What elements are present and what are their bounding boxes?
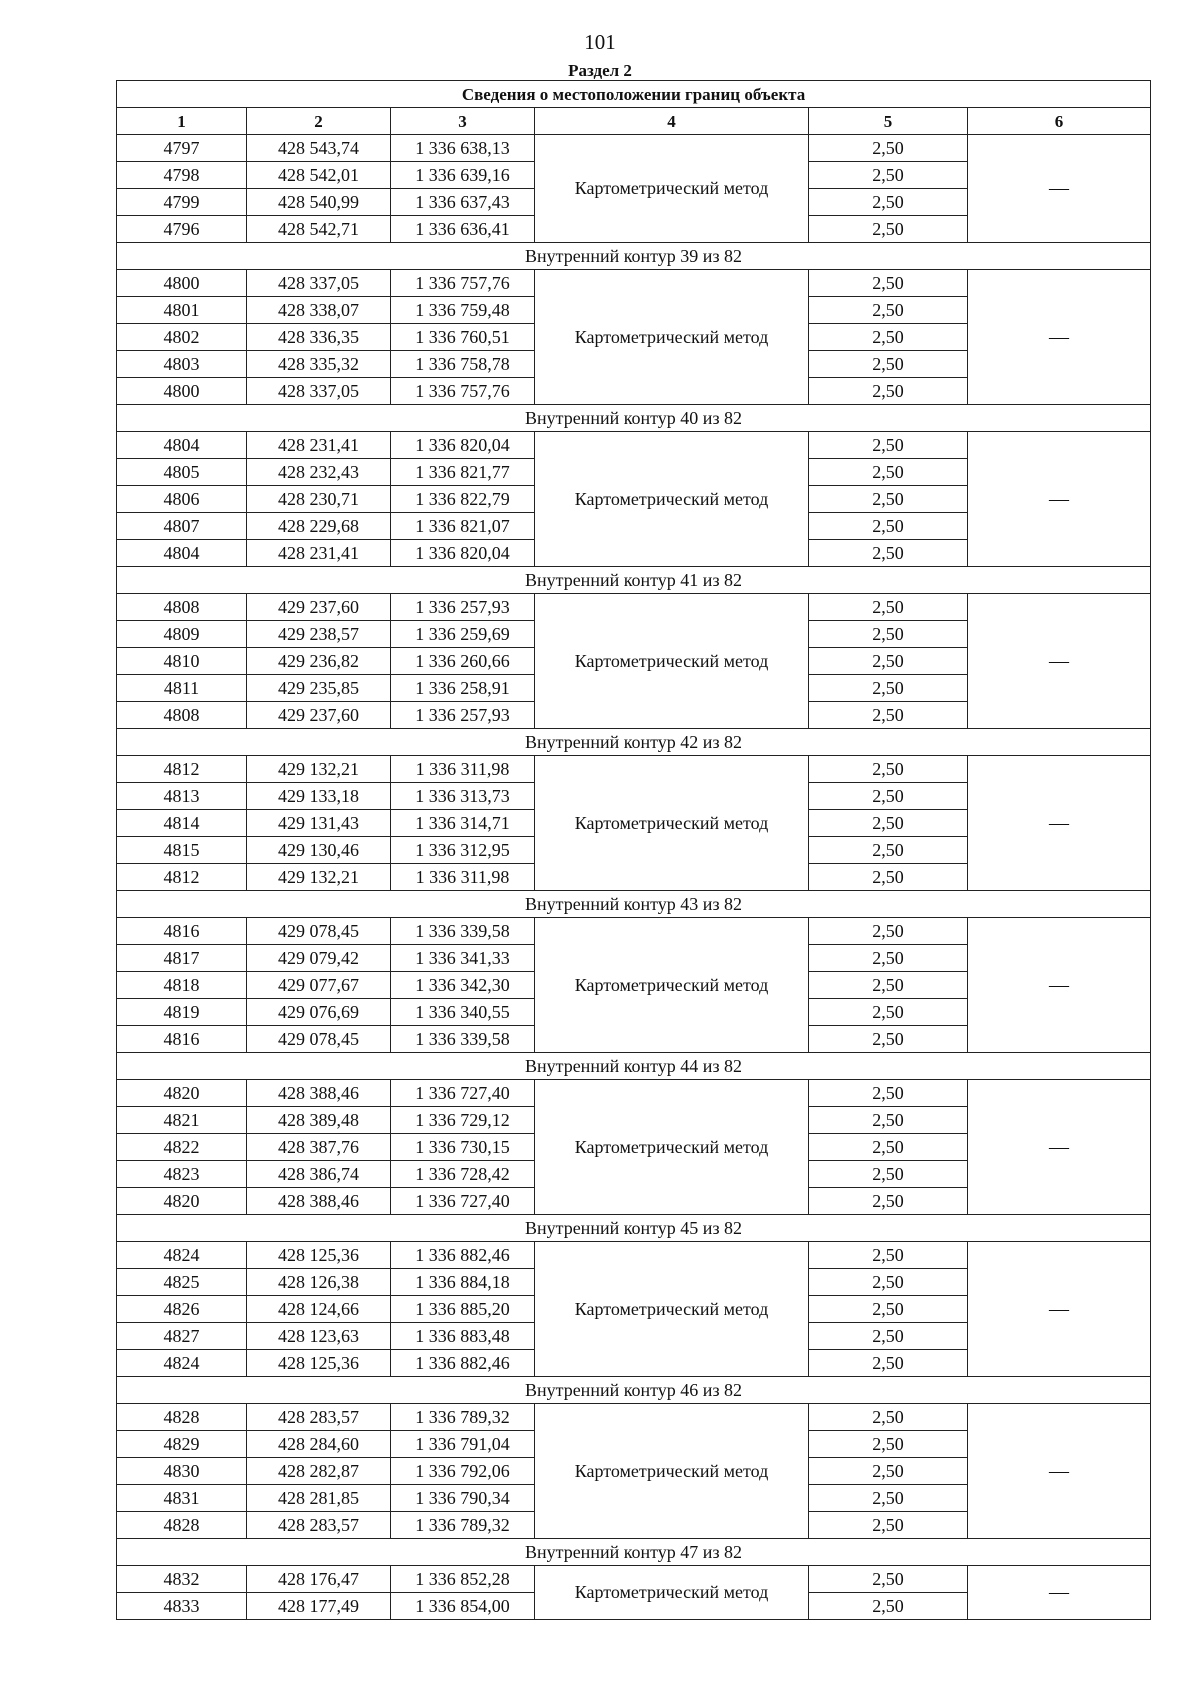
point-number: 4822 (117, 1134, 247, 1161)
point-number: 4827 (117, 1323, 247, 1350)
coordinate-y: 1 336 882,46 (391, 1242, 535, 1269)
point-number: 4824 (117, 1242, 247, 1269)
coordinate-x: 428 387,76 (247, 1134, 391, 1161)
column-header: 2 (247, 108, 391, 135)
method-cell: Картометрический метод (535, 756, 809, 891)
dash-cell: — (968, 135, 1151, 243)
accuracy-value: 2,50 (809, 1512, 968, 1539)
point-number: 4832 (117, 1566, 247, 1593)
accuracy-value: 2,50 (809, 999, 968, 1026)
accuracy-value: 2,50 (809, 594, 968, 621)
coordinate-y: 1 336 730,15 (391, 1134, 535, 1161)
coordinate-x: 429 132,21 (247, 864, 391, 891)
coordinate-x: 429 076,69 (247, 999, 391, 1026)
accuracy-value: 2,50 (809, 864, 968, 891)
method-cell: Картометрический метод (535, 135, 809, 243)
coordinate-y: 1 336 312,95 (391, 837, 535, 864)
method-cell: Картометрический метод (535, 1566, 809, 1620)
accuracy-value: 2,50 (809, 783, 968, 810)
coordinate-x: 429 131,43 (247, 810, 391, 837)
table-row (117, 756, 1151, 783)
page-number: 101 (584, 30, 616, 54)
accuracy-value: 2,50 (809, 1188, 968, 1215)
method-cell: Картометрический метод (535, 594, 809, 729)
coordinate-x: 428 386,74 (247, 1161, 391, 1188)
coordinate-x: 428 337,05 (247, 378, 391, 405)
accuracy-value: 2,50 (809, 918, 968, 945)
contour-header-row (117, 1377, 1151, 1404)
accuracy-value: 2,50 (809, 135, 968, 162)
column-header: 5 (809, 108, 968, 135)
coordinate-y: 1 336 760,51 (391, 324, 535, 351)
table-row (117, 432, 1151, 459)
coordinate-x: 429 078,45 (247, 918, 391, 945)
section-title: Раздел 2 (568, 61, 632, 80)
contour-label: Внутренний контур 44 из 82 (117, 1053, 1151, 1080)
dash-cell: — (968, 594, 1151, 729)
point-number: 4820 (117, 1080, 247, 1107)
coordinate-y: 1 336 758,78 (391, 351, 535, 378)
coordinate-y: 1 336 789,32 (391, 1404, 535, 1431)
point-number: 4817 (117, 945, 247, 972)
coordinate-y: 1 336 882,46 (391, 1350, 535, 1377)
accuracy-value: 2,50 (809, 486, 968, 513)
method-cell: Картометрический метод (535, 1404, 809, 1539)
coordinate-x: 429 237,60 (247, 594, 391, 621)
coordinate-y: 1 336 311,98 (391, 756, 535, 783)
accuracy-value: 2,50 (809, 702, 968, 729)
coordinate-x: 428 126,38 (247, 1269, 391, 1296)
accuracy-value: 2,50 (809, 1026, 968, 1053)
dash-cell: — (968, 1242, 1151, 1377)
point-number: 4797 (117, 135, 247, 162)
method-cell: Картометрический метод (535, 432, 809, 567)
coordinate-y: 1 336 258,91 (391, 675, 535, 702)
coordinate-x: 429 133,18 (247, 783, 391, 810)
coordinate-y: 1 336 342,30 (391, 972, 535, 999)
coordinate-y: 1 336 259,69 (391, 621, 535, 648)
coordinate-x: 428 283,57 (247, 1404, 391, 1431)
contour-label: Внутренний контур 41 из 82 (117, 567, 1151, 594)
contour-header-row (117, 1539, 1151, 1566)
table-row (117, 1242, 1151, 1269)
coordinate-x: 428 123,63 (247, 1323, 391, 1350)
coordinate-x: 429 078,45 (247, 1026, 391, 1053)
coordinate-y: 1 336 852,28 (391, 1566, 535, 1593)
point-number: 4812 (117, 756, 247, 783)
accuracy-value: 2,50 (809, 378, 968, 405)
accuracy-value: 2,50 (809, 1323, 968, 1350)
contour-header-row (117, 567, 1151, 594)
accuracy-value: 2,50 (809, 1566, 968, 1593)
method-cell: Картометрический метод (535, 1242, 809, 1377)
accuracy-value: 2,50 (809, 459, 968, 486)
column-header: 6 (968, 108, 1151, 135)
coordinate-x: 429 238,57 (247, 621, 391, 648)
point-number: 4802 (117, 324, 247, 351)
point-number: 4805 (117, 459, 247, 486)
contour-label: Внутренний контур 43 из 82 (117, 891, 1151, 918)
coordinate-y: 1 336 727,40 (391, 1080, 535, 1107)
table-row (117, 270, 1151, 297)
coordinate-y: 1 336 821,77 (391, 459, 535, 486)
table-row (117, 594, 1151, 621)
column-header-row (117, 108, 1151, 135)
coordinate-x: 428 284,60 (247, 1431, 391, 1458)
coordinate-y: 1 336 789,32 (391, 1512, 535, 1539)
coordinate-y: 1 336 257,93 (391, 702, 535, 729)
point-number: 4813 (117, 783, 247, 810)
coordinate-x: 428 542,71 (247, 216, 391, 243)
coordinate-y: 1 336 728,42 (391, 1161, 535, 1188)
coordinate-x: 428 338,07 (247, 297, 391, 324)
contour-header-row (117, 729, 1151, 756)
coordinate-x: 428 543,74 (247, 135, 391, 162)
accuracy-value: 2,50 (809, 1269, 968, 1296)
point-number: 4819 (117, 999, 247, 1026)
coordinate-y: 1 336 759,48 (391, 297, 535, 324)
point-number: 4820 (117, 1188, 247, 1215)
coordinate-y: 1 336 637,43 (391, 189, 535, 216)
accuracy-value: 2,50 (809, 1350, 968, 1377)
accuracy-value: 2,50 (809, 1404, 968, 1431)
coordinate-x: 429 079,42 (247, 945, 391, 972)
point-number: 4808 (117, 594, 247, 621)
coordinate-x: 428 389,48 (247, 1107, 391, 1134)
accuracy-value: 2,50 (809, 297, 968, 324)
accuracy-value: 2,50 (809, 1593, 968, 1620)
accuracy-value: 2,50 (809, 1431, 968, 1458)
point-number: 4816 (117, 918, 247, 945)
point-number: 4799 (117, 189, 247, 216)
method-cell: Картометрический метод (535, 918, 809, 1053)
coordinate-y: 1 336 638,13 (391, 135, 535, 162)
coordinate-y: 1 336 821,07 (391, 513, 535, 540)
contour-label: Внутренний контур 40 из 82 (117, 405, 1151, 432)
contour-header-row (117, 1053, 1151, 1080)
point-number: 4828 (117, 1512, 247, 1539)
contour-header-row (117, 243, 1151, 270)
coordinate-x: 428 231,41 (247, 432, 391, 459)
coordinate-x: 428 281,85 (247, 1485, 391, 1512)
dash-cell: — (968, 1404, 1151, 1539)
point-number: 4798 (117, 162, 247, 189)
coordinate-y: 1 336 791,04 (391, 1431, 535, 1458)
contour-header-row (117, 405, 1151, 432)
coordinate-x: 429 077,67 (247, 972, 391, 999)
dash-cell: — (968, 270, 1151, 405)
point-number: 4800 (117, 270, 247, 297)
coordinate-y: 1 336 790,34 (391, 1485, 535, 1512)
accuracy-value: 2,50 (809, 837, 968, 864)
point-number: 4808 (117, 702, 247, 729)
coordinate-x: 428 542,01 (247, 162, 391, 189)
coordinate-y: 1 336 636,41 (391, 216, 535, 243)
coordinate-y: 1 336 757,76 (391, 378, 535, 405)
accuracy-value: 2,50 (809, 621, 968, 648)
point-number: 4810 (117, 648, 247, 675)
accuracy-value: 2,50 (809, 513, 968, 540)
accuracy-value: 2,50 (809, 972, 968, 999)
coordinate-y: 1 336 260,66 (391, 648, 535, 675)
coordinate-y: 1 336 820,04 (391, 432, 535, 459)
coordinate-y: 1 336 311,98 (391, 864, 535, 891)
point-number: 4826 (117, 1296, 247, 1323)
point-number: 4812 (117, 864, 247, 891)
coordinate-x: 428 124,66 (247, 1296, 391, 1323)
accuracy-value: 2,50 (809, 1485, 968, 1512)
coordinate-x: 428 388,46 (247, 1080, 391, 1107)
contour-label: Внутренний контур 46 из 82 (117, 1377, 1151, 1404)
coordinate-y: 1 336 822,79 (391, 486, 535, 513)
point-number: 4796 (117, 216, 247, 243)
coordinate-x: 428 388,46 (247, 1188, 391, 1215)
point-number: 4815 (117, 837, 247, 864)
accuracy-value: 2,50 (809, 540, 968, 567)
table-row (117, 135, 1151, 162)
coordinate-x: 428 335,32 (247, 351, 391, 378)
coordinate-x: 428 230,71 (247, 486, 391, 513)
point-number: 4806 (117, 486, 247, 513)
method-cell: Картометрический метод (535, 270, 809, 405)
coordinate-y: 1 336 727,40 (391, 1188, 535, 1215)
accuracy-value: 2,50 (809, 756, 968, 783)
coordinate-x: 428 231,41 (247, 540, 391, 567)
point-number: 4804 (117, 540, 247, 567)
dash-cell: — (968, 432, 1151, 567)
dash-cell: — (968, 1566, 1151, 1620)
point-number: 4809 (117, 621, 247, 648)
accuracy-value: 2,50 (809, 1161, 968, 1188)
accuracy-value: 2,50 (809, 1107, 968, 1134)
point-number: 4818 (117, 972, 247, 999)
point-number: 4807 (117, 513, 247, 540)
accuracy-value: 2,50 (809, 1134, 968, 1161)
coordinate-x: 429 237,60 (247, 702, 391, 729)
accuracy-value: 2,50 (809, 1080, 968, 1107)
point-number: 4829 (117, 1431, 247, 1458)
contour-header-row (117, 891, 1151, 918)
table-row (117, 918, 1151, 945)
coordinate-y: 1 336 639,16 (391, 162, 535, 189)
coordinate-y: 1 336 339,58 (391, 918, 535, 945)
coordinate-y: 1 336 341,33 (391, 945, 535, 972)
accuracy-value: 2,50 (809, 1296, 968, 1323)
coordinate-y: 1 336 314,71 (391, 810, 535, 837)
table-title: Сведения о местоположении границ объекта (117, 81, 1151, 108)
table-row (117, 1566, 1151, 1593)
column-header: 4 (535, 108, 809, 135)
accuracy-value: 2,50 (809, 162, 968, 189)
accuracy-value: 2,50 (809, 810, 968, 837)
table-row (117, 1404, 1151, 1431)
accuracy-value: 2,50 (809, 324, 968, 351)
point-number: 4821 (117, 1107, 247, 1134)
coordinate-y: 1 336 757,76 (391, 270, 535, 297)
coordinate-y: 1 336 884,18 (391, 1269, 535, 1296)
point-number: 4816 (117, 1026, 247, 1053)
coordinate-y: 1 336 340,55 (391, 999, 535, 1026)
coordinate-y: 1 336 313,73 (391, 783, 535, 810)
coordinate-x: 428 337,05 (247, 270, 391, 297)
accuracy-value: 2,50 (809, 945, 968, 972)
coordinate-y: 1 336 339,58 (391, 1026, 535, 1053)
coordinate-x: 428 283,57 (247, 1512, 391, 1539)
boundary-coordinates-table (116, 80, 1151, 1620)
table-body (117, 135, 1151, 1620)
dash-cell: — (968, 756, 1151, 891)
coordinate-x: 428 229,68 (247, 513, 391, 540)
point-number: 4804 (117, 432, 247, 459)
column-header: 1 (117, 108, 247, 135)
accuracy-value: 2,50 (809, 432, 968, 459)
coordinate-x: 428 336,35 (247, 324, 391, 351)
method-cell: Картометрический метод (535, 1080, 809, 1215)
table-row (117, 1080, 1151, 1107)
coordinate-x: 429 130,46 (247, 837, 391, 864)
accuracy-value: 2,50 (809, 270, 968, 297)
coordinate-x: 428 232,43 (247, 459, 391, 486)
point-number: 4831 (117, 1485, 247, 1512)
coordinate-x: 429 235,85 (247, 675, 391, 702)
accuracy-value: 2,50 (809, 648, 968, 675)
point-number: 4801 (117, 297, 247, 324)
dash-cell: — (968, 1080, 1151, 1215)
coordinate-y: 1 336 854,00 (391, 1593, 535, 1620)
coordinate-x: 428 540,99 (247, 189, 391, 216)
point-number: 4823 (117, 1161, 247, 1188)
coordinate-y: 1 336 792,06 (391, 1458, 535, 1485)
accuracy-value: 2,50 (809, 675, 968, 702)
coordinate-y: 1 336 883,48 (391, 1323, 535, 1350)
coordinate-x: 429 132,21 (247, 756, 391, 783)
accuracy-value: 2,50 (809, 1458, 968, 1485)
point-number: 4803 (117, 351, 247, 378)
coordinate-y: 1 336 885,20 (391, 1296, 535, 1323)
coordinate-x: 428 125,36 (247, 1242, 391, 1269)
coordinate-x: 429 236,82 (247, 648, 391, 675)
point-number: 4828 (117, 1404, 247, 1431)
contour-header-row (117, 1215, 1151, 1242)
contour-label: Внутренний контур 42 из 82 (117, 729, 1151, 756)
point-number: 4825 (117, 1269, 247, 1296)
coordinate-x: 428 176,47 (247, 1566, 391, 1593)
contour-label: Внутренний контур 45 из 82 (117, 1215, 1151, 1242)
coordinate-x: 428 177,49 (247, 1593, 391, 1620)
coordinate-y: 1 336 820,04 (391, 540, 535, 567)
accuracy-value: 2,50 (809, 189, 968, 216)
accuracy-value: 2,50 (809, 216, 968, 243)
accuracy-value: 2,50 (809, 351, 968, 378)
column-header: 3 (391, 108, 535, 135)
point-number: 4830 (117, 1458, 247, 1485)
coordinate-x: 428 282,87 (247, 1458, 391, 1485)
point-number: 4833 (117, 1593, 247, 1620)
contour-label: Внутренний контур 39 из 82 (117, 243, 1151, 270)
dash-cell: — (968, 918, 1151, 1053)
coordinate-x: 428 125,36 (247, 1350, 391, 1377)
coordinate-y: 1 336 729,12 (391, 1107, 535, 1134)
coordinate-y: 1 336 257,93 (391, 594, 535, 621)
accuracy-value: 2,50 (809, 1242, 968, 1269)
point-number: 4814 (117, 810, 247, 837)
point-number: 4824 (117, 1350, 247, 1377)
point-number: 4800 (117, 378, 247, 405)
contour-label: Внутренний контур 47 из 82 (117, 1539, 1151, 1566)
point-number: 4811 (117, 675, 247, 702)
